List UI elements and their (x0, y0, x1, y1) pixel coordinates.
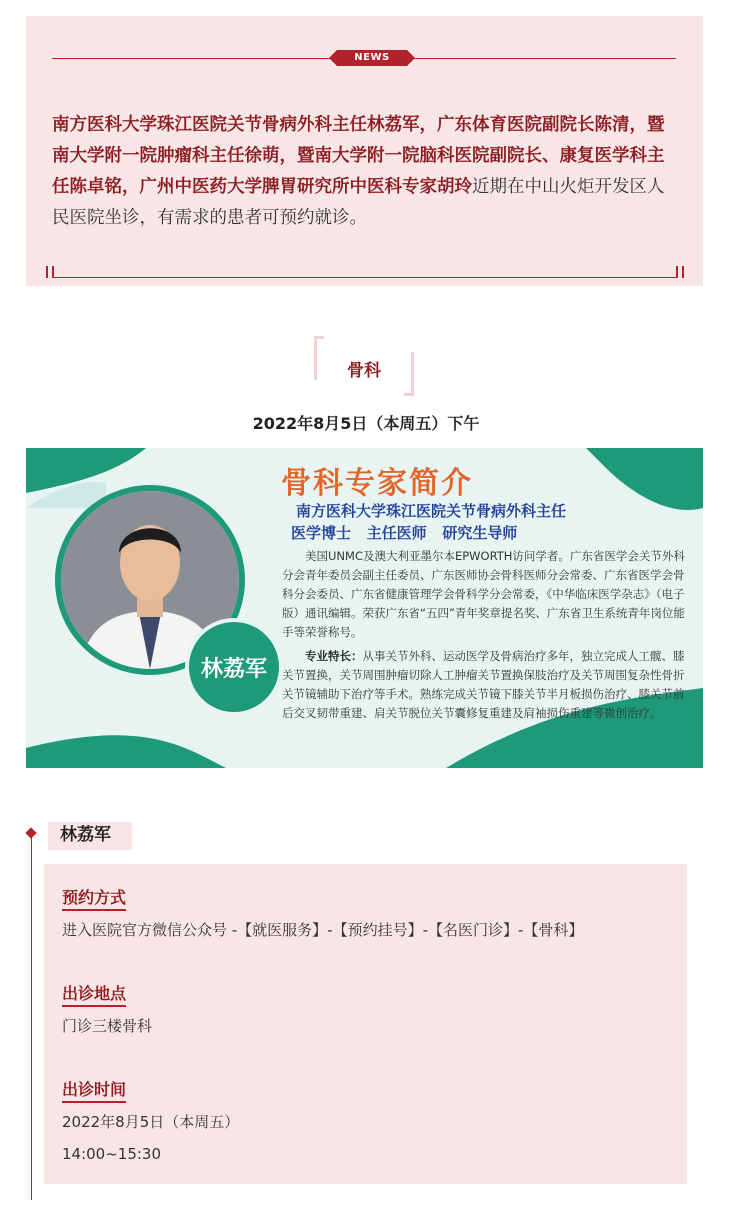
banner-description: 美国UNMC及澳大利亚墨尔本EPWORTH访问学者。广东省医学会关节外科分会青年委员会副主任委员、广东医师协会骨科医师分会常委、广东省医学会骨科分会委员、广东省健康管理学会骨科学分会常委，《中华临床医学杂志》（电子版）通讯编辑。荣获广东省“五四”青年奖章提名奖、广东省卫生系统青年岗位能手等荣誉称号。 (282, 549, 685, 639)
doctor-info-card (44, 864, 687, 1184)
section-title: 骨科 (347, 361, 381, 381)
section-date: 2022年8月5日（本周五）下午 (252, 414, 480, 433)
timeline-line (31, 834, 32, 1200)
appointment-value: 进入医院官方微信公众号 -【就医服务】-【预约挂号】-【名医门诊】-【骨科】 (62, 921, 584, 939)
location-label: 出诊地点 (62, 984, 126, 1007)
banner-subtitle-1: 南方医科大学珠江医院关节骨病外科主任 (296, 502, 567, 520)
section-header (314, 336, 414, 396)
time-date: 2022年8月5日（本周五） (62, 1113, 240, 1131)
location-value: 门诊三楼骨科 (62, 1017, 153, 1035)
banner-subtitle-2: 医学博士 主任医师 研究生导师 (291, 524, 518, 542)
news-text-plain: 近期在中山火炬开发区人民医院坐诊，有需求的患者可预约就诊。 (52, 177, 665, 228)
time-range: 14:00~15:30 (62, 1145, 162, 1163)
news-divider-right (412, 58, 676, 59)
appointment-label: 预约方式 (62, 888, 126, 911)
news-bottom-rule (46, 266, 684, 278)
news-text (52, 110, 680, 234)
banner-name-badge: 林荔军 (185, 618, 283, 716)
time-label: 出诊时间 (62, 1080, 126, 1103)
news-card (26, 16, 703, 286)
doctor-name: 林荔军 (60, 825, 111, 845)
news-tag (329, 50, 415, 66)
news-text-bold: 南方医科大学珠江医院关节骨病外科主任林荔军，广东体育医院副院长陈清，暨南大学附一院肿瘤科主任徐萌，暨南大学附一院脑科医院副院长、康复医学科主任陈卓铭，广州中医药大学脾胃研究所中医科专家胡玲 (52, 115, 665, 197)
banner-title: 骨科专家简介 (281, 466, 473, 501)
news-tag-label: NEWS (354, 52, 390, 63)
specialty-text: 从事关节外科、运动医学及骨病治疗多年，独立完成人工髋、膝关节置换，关节周围肿瘤切除人工肿瘤关节置换保肢治疗及关节周围复杂性骨折关节镜辅助下治疗等手术。熟练完成关节镜下膝关节半月板损伤治疗、膝关节前后交叉韧带重建、肩关节脱位关节囊修复重建及肩袖损伤重建等微创治疗。 (282, 649, 685, 720)
timeline-diamond-icon (25, 827, 36, 838)
doctor-name-box (48, 822, 132, 850)
banner-specialty (282, 647, 691, 723)
news-divider-left (52, 58, 352, 59)
expert-banner (26, 448, 703, 768)
specialty-label: 专业特长： (305, 649, 363, 663)
